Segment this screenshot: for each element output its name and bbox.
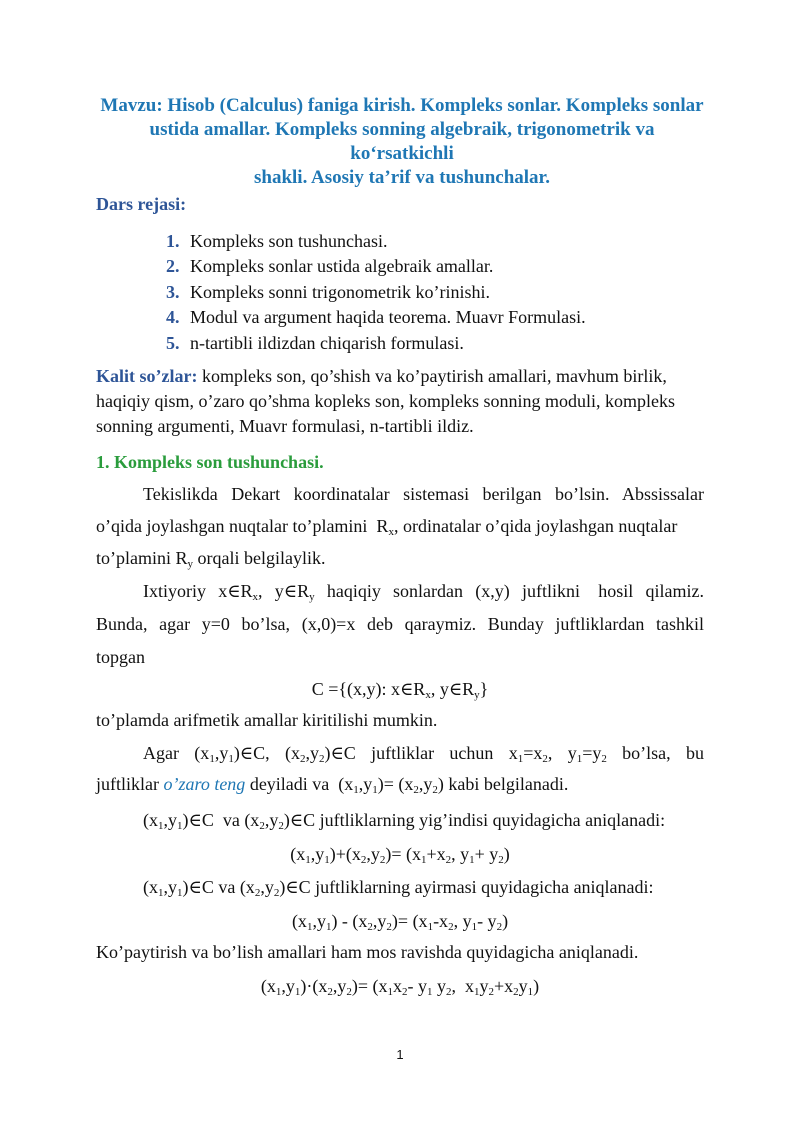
list-item: 1. Kompleks son tushunchasi. bbox=[166, 231, 388, 251]
page-number: 1 bbox=[396, 1047, 404, 1062]
lesson-plan-list bbox=[166, 229, 586, 356]
paragraph-line: Agar $(x_1,y_1)\in C$, $(x_2,y_2)\in C$ juftliklar uchun $x_1=x_2$, $y_1=y_2$ bo’lsa, bu bbox=[143, 743, 704, 765]
plan-heading: Dars rejasi: bbox=[96, 194, 187, 214]
formula-product: $(x_1,y_1)\cdot(x_2,y_2)= (x_1x_2-$ $y_1$ $y_2$, $x_1y_2+x_2y_1$) bbox=[260, 976, 540, 998]
keywords-label: Kalit so’zlar: bbox=[96, 366, 198, 386]
paragraph-line: to’plamda arifmetik amallar kiritilishi mumkin. bbox=[96, 710, 438, 730]
paragraph-line: o’qida joylashgan nuqtalar to’plamini $R_x$, ordinatalar o’qida joylashgan nuqtalar bbox=[96, 516, 678, 538]
paragraph-line: Ixtiyoriy $x\in R_x$, $y\in R_y$ haqiqiy sonlardan (x,y) juftlikni hosil qilamiz. bbox=[143, 581, 704, 603]
paragraph-line: to’plamini $R_y$ orqali belgilaylik. bbox=[96, 548, 326, 570]
paragraph-line: juftliklar o’zaro teng deyiladi va $(x_1,y_1)= (x_2,y_2)$ kabi belgilanadi. bbox=[96, 774, 569, 796]
paragraph-line: $(x_1,y_1)\in C$ va $(x_2,y_2)\in C$ juftliklarning ayirmasi quyidagicha aniqlanadi: bbox=[143, 877, 654, 899]
title-line-1: Mavzu: Hisob (Calculus) faniga kirish. Kompleks sonlar. Kompleks sonlar bbox=[100, 95, 704, 116]
paragraph-line: topgan bbox=[96, 647, 145, 667]
formula-sum: $(x_1,y_1)+(x_2,y_2)= (x_1+x_2$, $y_1+ y_2$) bbox=[290, 844, 510, 866]
keywords-line-3: sonning argumenti, Muavr formulasi, n-tartibli ildiz. bbox=[96, 416, 474, 436]
paragraph-line: Tekislikda Dekart koordinatalar sistemasi berilgan bo’lsin. Abssissalar bbox=[143, 484, 704, 504]
title-line-2: ustida amallar. Kompleks sonning algebraik, trigonometrik va ko‘rsatkichli bbox=[149, 119, 655, 164]
list-item: 2. Kompleks sonlar ustida algebraik amallar. bbox=[166, 256, 494, 277]
term-ozaro-teng: o’zaro teng bbox=[163, 774, 246, 794]
title-line-3: shakli. Asosiy ta’rif va tushunchalar. bbox=[254, 167, 550, 188]
paragraph-line: $(x_1,y_1)\in C$ va $(x_2,y_2)\in C$ juftliklarning yig’indisi quyidagicha aniqlanadi: bbox=[143, 810, 666, 832]
paragraph-line: Bunda, agar y=0 bo’lsa, (x,0)=x deb qaraymiz. Bunday juftliklardan tashkil bbox=[96, 614, 704, 634]
page-title bbox=[96, 94, 708, 190]
paragraph-line: Ko’paytirish va bo’lish amallari ham mos ravishda quyidagicha aniqlanadi. bbox=[96, 942, 639, 962]
keywords-line-1: Kalit so’zlar: kompleks son, qo’shish va ko’paytirish amallari, mavhum birlik, bbox=[96, 366, 667, 386]
formula-set-c: C ={(x,y): $x\in R_x$, $y\in R_y$} bbox=[311, 679, 489, 701]
section-heading: 1. Kompleks son tushunchasi. bbox=[96, 452, 324, 472]
formula-difference: $(x_1,y_1) - (x_2,y_2)= (x_1-x_2$, $y_1-$ $y_2$) bbox=[291, 911, 509, 933]
list-item: 5. n-tartibli ildizdan chiqarish formulasi. bbox=[166, 332, 464, 353]
keywords-line-2: haqiqiy qism, o’zaro qo’shma kopleks son, kompleks sonning moduli, kompleks bbox=[96, 391, 675, 411]
list-item: 4. Modul va argument haqida teorema. Muavr Formulasi. bbox=[166, 307, 586, 328]
list-item: 3. Kompleks sonni trigonometrik ko’rinishi. bbox=[166, 281, 490, 302]
